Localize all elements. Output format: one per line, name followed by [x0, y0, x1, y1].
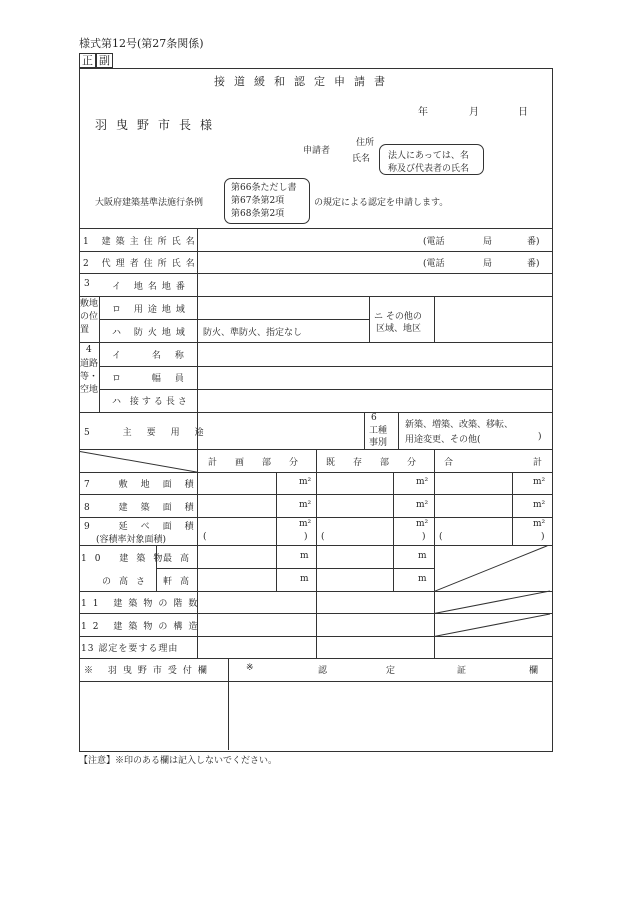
date-year: 年 [418, 107, 428, 118]
address-label: 住所 [356, 138, 375, 148]
owner-number: 番) [527, 237, 540, 247]
building-area-existing-unit: m² [416, 500, 429, 510]
applicant-note-1: 法人にあっては、名 [388, 151, 469, 161]
owner-tel: (電話 [423, 237, 445, 247]
ordinance: 大阪府建築基準法施行条例 [95, 198, 204, 208]
road-name-label: イ 名称 [112, 351, 198, 361]
building-area-total-unit: m² [533, 500, 546, 510]
form-title: 接道緩和認定申請書 [214, 75, 394, 88]
site-lot-input[interactable] [198, 274, 551, 295]
reception-right-mark: ※ [246, 663, 254, 673]
height-max-label: 最高 [163, 554, 198, 564]
col-total: 合計 [444, 458, 623, 468]
notice: 【注意】※印のある欄は記入しないでください。 [79, 756, 278, 766]
form-id: 様式第12号(第27条関係) [79, 37, 204, 50]
floor-area-existing-open: ( [321, 532, 325, 542]
cert-char-4: 欄 [529, 666, 539, 676]
agent-label: 2 代理者住所氏名 [83, 259, 200, 269]
road-width-input[interactable] [198, 367, 551, 388]
owner-label: 1 建築主住所氏名 [83, 237, 200, 247]
col-plan: 計画部分 [208, 458, 317, 468]
site-area-label: 7 敷地面積 [84, 480, 207, 490]
floor-area-plan-close: ) [304, 532, 308, 542]
date-month: 月 [469, 107, 479, 118]
reason-input[interactable] [198, 637, 434, 657]
work-label-2: 事別 [369, 438, 388, 448]
floor-area-sublabel: (容積率対象面積) [96, 535, 167, 545]
cert-char-2: 定 [386, 666, 396, 676]
use-input[interactable] [198, 413, 363, 448]
site-other-2: 区域、地区 [376, 324, 422, 334]
applicant-label: 申請者 [303, 146, 331, 156]
cert-char-3: 証 [457, 666, 467, 676]
name-label: 氏名 [352, 154, 371, 164]
floor-area-total-close: ) [541, 532, 545, 542]
use-label: 5 主要用途 [84, 428, 219, 438]
height-eaves-label: 軒高 [163, 577, 198, 587]
height-eaves-existing-unit: m [418, 574, 427, 584]
floor-area-plan-open: ( [203, 532, 207, 542]
copy-mark-original: 正 [79, 53, 96, 68]
agent-input[interactable] [198, 252, 418, 272]
road-group-label: 道路等・空地 [80, 359, 99, 395]
site-zone-input[interactable] [198, 297, 368, 318]
owner-station: 局 [483, 237, 493, 247]
agent-number: 番) [527, 259, 540, 269]
work-close: ) [538, 432, 542, 442]
date-day: 日 [518, 107, 528, 118]
site-other-input[interactable] [435, 297, 551, 341]
floor-area-plan-unit: m² [299, 519, 312, 529]
col-existing: 既存部分 [326, 458, 435, 468]
floors-label: 11 建築物の階数 [81, 599, 204, 609]
site-num: 3 [84, 279, 90, 289]
reason-label: 13 認定を要する理由 [81, 644, 179, 654]
site-group-label: 敷地の位置 [80, 299, 99, 335]
site-fire-options[interactable]: 防火、準防火、指定なし [203, 328, 303, 338]
height-max-existing-unit: m [418, 551, 427, 561]
height-label-1: 10 建築物 [81, 554, 171, 564]
floor-area-total-unit: m² [533, 519, 546, 529]
road-num: 4 [86, 345, 92, 355]
floor-area-existing-close: ) [422, 532, 426, 542]
structure-label: 12 建築物の構造 [81, 622, 204, 632]
article-2: 第67条第2項 [231, 196, 285, 206]
building-area-label: 8 建築面積 [84, 503, 207, 513]
copy-mark-duplicate: 副 [96, 53, 113, 68]
agent-tel: (電話 [423, 259, 445, 269]
site-zone-label: ロ 用途地域 [112, 305, 190, 315]
site-area-total-unit: m² [533, 477, 546, 487]
work-num: 6 [371, 413, 377, 423]
applicant-note-2: 称及び代表者の氏名 [388, 164, 470, 174]
site-lot-label: イ 地名地番 [112, 282, 190, 292]
site-area-plan-unit: m² [299, 477, 312, 487]
owner-input[interactable] [198, 229, 418, 250]
road-width-label: ロ 幅員 [112, 374, 198, 384]
work-options-2[interactable]: 用途変更、その他( [405, 435, 481, 445]
height-eaves-plan-unit: m [300, 574, 309, 584]
site-area-existing-unit: m² [416, 477, 429, 487]
height-label-2: の高さ [102, 577, 154, 587]
article-3: 第68条第2項 [231, 209, 285, 219]
floor-area-label: 9 延べ面積 [84, 522, 207, 532]
work-label-1: 工種 [369, 426, 388, 436]
site-other-1: ニ その他の [374, 312, 422, 322]
road-contact-label: ハ 接する長さ [112, 397, 190, 407]
article-1: 第66条ただし書 [231, 183, 297, 193]
work-options-1[interactable]: 新築、増築、改築、移転、 [405, 420, 514, 430]
building-area-plan-unit: m² [299, 500, 312, 510]
road-name-input[interactable] [198, 343, 551, 365]
road-contact-input[interactable] [198, 390, 551, 411]
floor-area-existing-unit: m² [416, 519, 429, 529]
reception-left-label: ※ 羽曳野市受付欄 [84, 666, 213, 676]
agent-station: 局 [483, 259, 493, 269]
addressee: 羽曳野市長様 [95, 118, 222, 132]
cert-char-1: 認 [318, 666, 328, 676]
floor-area-total-open: ( [439, 532, 443, 542]
site-fire-label: ハ 防火地域 [112, 328, 190, 338]
regulation-tail: の規定による認定を申請します。 [314, 198, 449, 208]
height-max-plan-unit: m [300, 551, 309, 561]
